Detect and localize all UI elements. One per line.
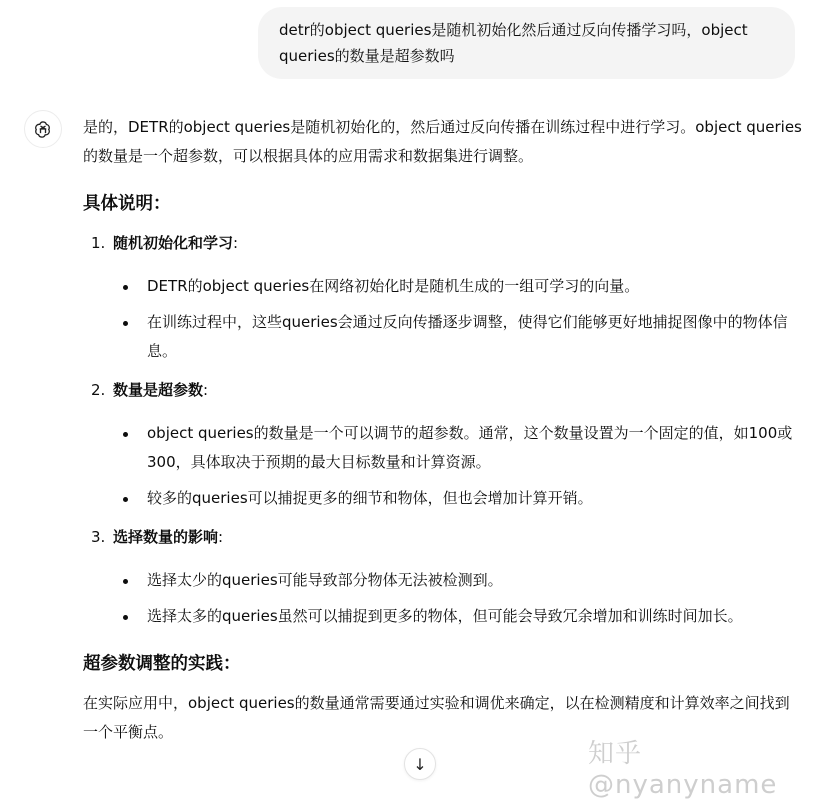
section-heading-details: 具体说明：	[83, 194, 171, 214]
bullet-text: 选择太少的queries可能导致部分物体无法被检测到。	[147, 571, 503, 589]
bullet-text: 选择太多的queries虽然可以捕捉到更多的物体，但可能会导致冗余增加和训练时间加长。	[147, 607, 743, 625]
bullet-item	[121, 566, 803, 595]
bullet-item	[121, 308, 803, 366]
list-item-title: 数量是超参数	[113, 381, 204, 399]
bullet-item	[121, 272, 803, 301]
bullet-dot-icon	[123, 615, 128, 620]
bullet-text: 较多的queries可以捕捉更多的细节和物体，但也会增加计算开销。	[147, 489, 593, 507]
intro-paragraph: 是的，DETR的object queries是随机初始化的，然后通过反向传播在训练过程中进行学习。object queries的数量是一个超参数，可以根据具体的应用需求和数据集进行调整。	[83, 118, 802, 165]
section-heading-practice: 超参数调整的实践：	[83, 654, 241, 674]
bullet-dot-icon	[123, 432, 128, 437]
list-number: 1.	[91, 234, 106, 252]
list-item	[83, 376, 803, 513]
arrow-down-icon: ↓	[413, 754, 427, 774]
bullet-dot-icon	[123, 497, 128, 502]
bullet-item	[121, 602, 803, 631]
list-number: 2.	[91, 381, 106, 399]
user-message-bubble: detr的object queries是随机初始化然后通过反向传播学习吗，object queries的数量是超参数吗	[258, 7, 795, 79]
openai-logo-icon	[33, 119, 53, 139]
bullet-text: 在训练过程中，这些queries会通过反向传播逐步调整，使得它们能够更好地捕捉图像中的物体信息。	[147, 313, 788, 360]
bullet-text: DETR的object queries在网络初始化时是随机生成的一组可学习的向量。	[147, 277, 640, 295]
colon: :	[203, 381, 209, 399]
scroll-to-bottom-button[interactable]	[404, 748, 436, 780]
bullet-dot-icon	[123, 285, 128, 290]
colon: :	[218, 528, 224, 546]
list-item	[83, 229, 803, 366]
list-item-title: 随机初始化和学习	[113, 234, 234, 252]
list-item-title: 选择数量的影响	[113, 528, 219, 546]
bullet-text: object queries的数量是一个可以调节的超参数。通常，这个数量设置为一个固定的值，如100或300，具体取决于预期的最大目标数量和计算资源。	[147, 424, 793, 471]
assistant-avatar	[24, 110, 62, 148]
bullet-dot-icon	[123, 321, 128, 326]
list-item	[83, 523, 803, 631]
closing-paragraph: 在实际应用中，object queries的数量通常需要通过实验和调优来确定，以在检测精度和计算效率之间找到一个平衡点。	[83, 694, 790, 741]
user-message-row	[258, 7, 795, 79]
assistant-message	[83, 113, 803, 747]
bullet-item	[121, 419, 803, 477]
colon: :	[233, 234, 239, 252]
watermark: 知乎 @nyanyname	[588, 739, 778, 800]
bullet-dot-icon	[123, 579, 128, 584]
bullet-item	[121, 484, 803, 513]
list-number: 3.	[91, 528, 106, 546]
